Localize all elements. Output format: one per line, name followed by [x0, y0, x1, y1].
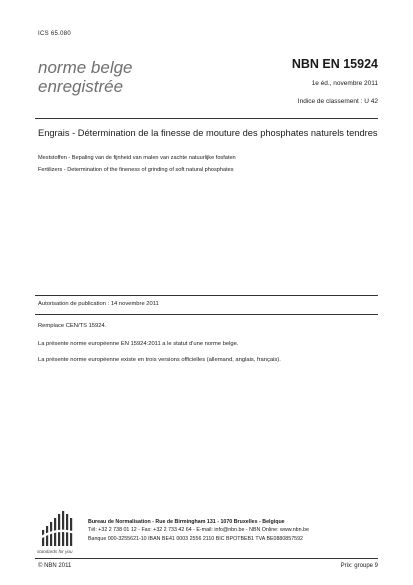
footer-divider — [35, 558, 378, 559]
bureau-bank: Banque 000-3255621-10 IBAN BE41 0003 2556 2110 BIC BPOTBEB1 TVA BE0880857592 — [88, 535, 303, 542]
title-dutch: Meststoffen - Bepaling van de fijnheid van malen van zachte natuurlijke fosfaten — [38, 155, 236, 161]
bureau-contact — [88, 518, 378, 543]
title-english: Fertilizers - Determination of the fineness of grinding of soft natural phosphates — [38, 167, 234, 173]
bureau-phone-email: Tél: +32 2 738 01 12 - Fax: +32 2 733 42 64 - E-mail: info@nbn.be - NBN Online: www.nbn.be — [88, 527, 309, 534]
classification-index: Indice de classement : U 42 — [297, 98, 378, 105]
copyright: © NBN 2011 — [38, 563, 72, 569]
brand-line-2: enregistrée — [38, 77, 124, 96]
header-divider — [35, 118, 378, 119]
status-note: La présente norme européenne EN 15924:2011 a le statut d'une norme belge. — [38, 341, 239, 347]
logo-caption: standards for you — [37, 549, 73, 554]
ics-code: ICS 65.080 — [38, 31, 72, 37]
replaces-note: Remplace CEN/TS 15924. — [38, 323, 107, 329]
publication-authorization: Autorisation de publication : 14 novembre 2011 — [38, 301, 159, 307]
brand-title — [38, 58, 133, 96]
body-divider — [35, 295, 378, 296]
versions-note: La présente norme européenne existe en trois versions officielles (allemand, anglais, français). — [38, 357, 281, 363]
edition-date: 1e éd., novembre 2011 — [311, 80, 378, 87]
brand-line-1: norme belge — [38, 58, 133, 77]
title-french: Engrais - Détermination de la finesse de mouture des phosphates naturels tendres — [38, 128, 378, 138]
nbn-logo-icon — [38, 508, 80, 548]
authorization-divider — [35, 314, 378, 315]
price-group: Prix: groupe 9 — [340, 563, 378, 569]
bureau-address: Bureau de Normalisation - Rue de Birmingham 131 - 1070 Bruxelles - Belgique — [88, 519, 285, 525]
standard-id: NBN EN 15924 — [291, 57, 378, 71]
